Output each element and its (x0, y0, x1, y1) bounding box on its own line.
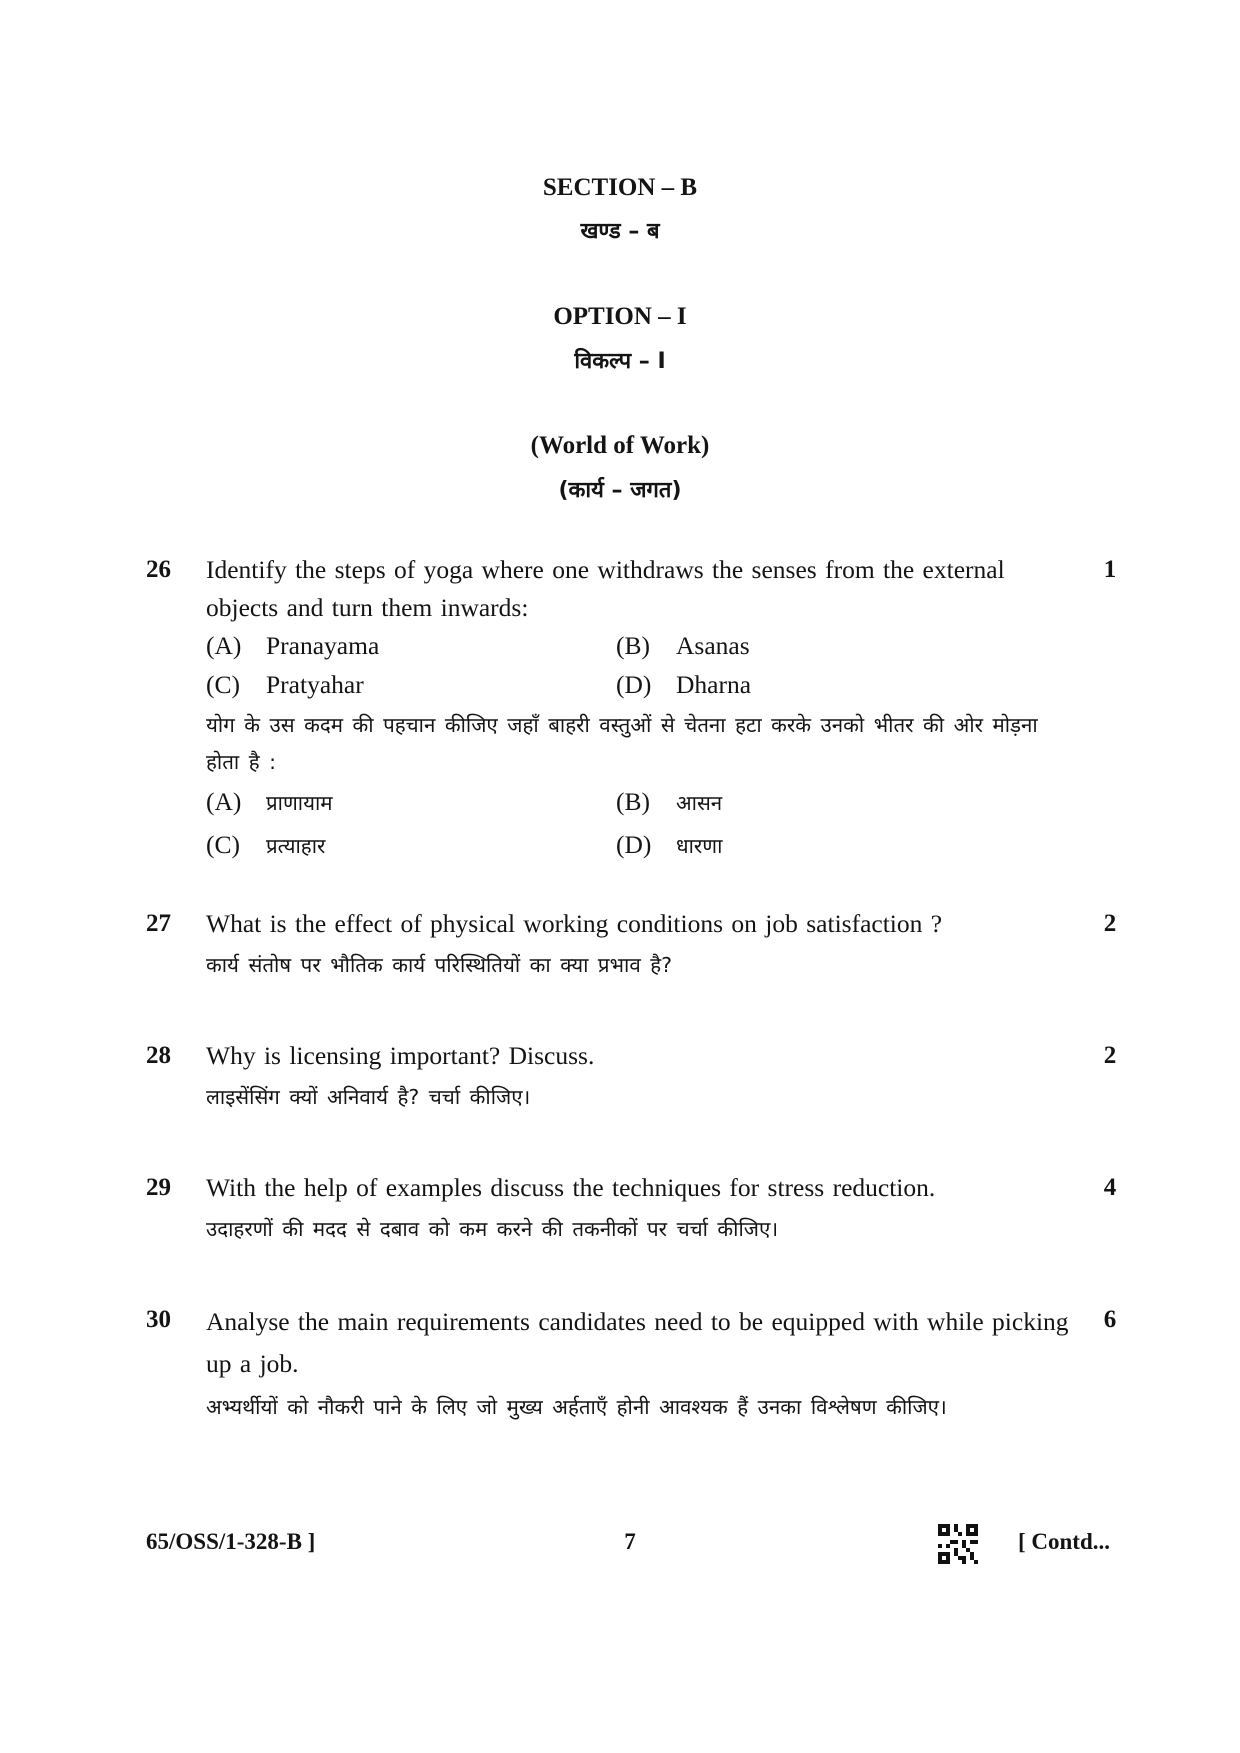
question-number: 28 (146, 1042, 171, 1069)
question-body (206, 1301, 1076, 1426)
question-body (206, 551, 1076, 869)
option-c-en: (C) Pratyahar (206, 670, 364, 699)
question-body (206, 905, 1076, 984)
question-number: 27 (146, 910, 171, 937)
option-title-en: OPTION – I (553, 303, 687, 330)
option-d-hi: (D) धारणा (616, 830, 723, 859)
question-text-en: Why is licensing important? Discuss. (206, 1041, 595, 1070)
question-number: 30 (146, 1306, 171, 1333)
question-body (206, 1037, 1076, 1116)
question-marks: 6 (1103, 1306, 1117, 1333)
question-marks: 4 (1103, 1174, 1117, 1201)
option-a-hi: (A) प्राणायाम (206, 787, 333, 816)
question-marks: 2 (1103, 910, 1117, 937)
option-b-hi: (B) आसन (616, 787, 723, 816)
section-title-hi: खण्ड – ब (580, 219, 660, 244)
topic-title-hi: (कार्य – जगत) (558, 478, 682, 503)
options-hi (206, 783, 1076, 869)
question-text-en: Identify the steps of yoga where one withdraws the senses from the external objects and turn them inwards: (206, 555, 1005, 622)
question-marks: 1 (1103, 556, 1117, 583)
question-body (206, 1169, 1076, 1248)
page-footer (0, 1522, 1240, 1562)
question-text-hi: कार्य संतोष पर भौतिक कार्य परिस्थितियों का क्या प्रभाव है? (206, 953, 672, 977)
question-number: 29 (146, 1174, 171, 1201)
question-number: 26 (146, 556, 171, 583)
section-title-en: SECTION – B (542, 174, 698, 201)
topic-title-en: (World of Work) (530, 432, 710, 459)
question-marks: 2 (1103, 1042, 1117, 1069)
option-title-hi: विकल्प – I (574, 349, 666, 374)
question-text-hi: योग के उस कदम की पहचान कीजिए जहाँ बाहरी वस्तुओं से चेतना हटा करके उनको भीतर की ओर मोड़ना होता है : (206, 713, 1038, 774)
option-b-en: (B) Asanas (616, 631, 750, 660)
qr-code-icon (938, 1524, 978, 1564)
page-number: 7 (624, 1529, 636, 1554)
question-text-hi: अभ्यर्थीयों को नौकरी पाने के लिए जो मुख्य अर्हताएँ होनी आवश्यक हैं उनका विश्लेषण कीजिए। (206, 1395, 947, 1419)
question-text-en: What is the effect of physical working conditions on job satisfaction ? (206, 909, 943, 938)
question-text-en: Analyse the main requirements candidates need to be equipped with while picking up a job. (206, 1307, 1069, 1378)
question-text-hi: लाइसेंसिंग क्यों अनिवार्य है? चर्चा कीजिए। (206, 1085, 531, 1109)
paper-code: 65/OSS/1-328-B ] (146, 1529, 316, 1554)
question-text-hi: उदाहरणों की मदद से दबाव को कम करने की तकनीकों पर चर्चा कीजिए। (206, 1217, 779, 1241)
option-c-hi: (C) प्रत्याहार (206, 830, 326, 859)
continued-marker: [ Contd... (1018, 1529, 1111, 1554)
option-a-en: (A) Pranayama (206, 631, 380, 660)
options-en (206, 627, 1076, 705)
question-text-en: With the help of examples discuss the techniques for stress reduction. (206, 1173, 936, 1202)
option-d-en: (D) Dharna (616, 670, 752, 699)
